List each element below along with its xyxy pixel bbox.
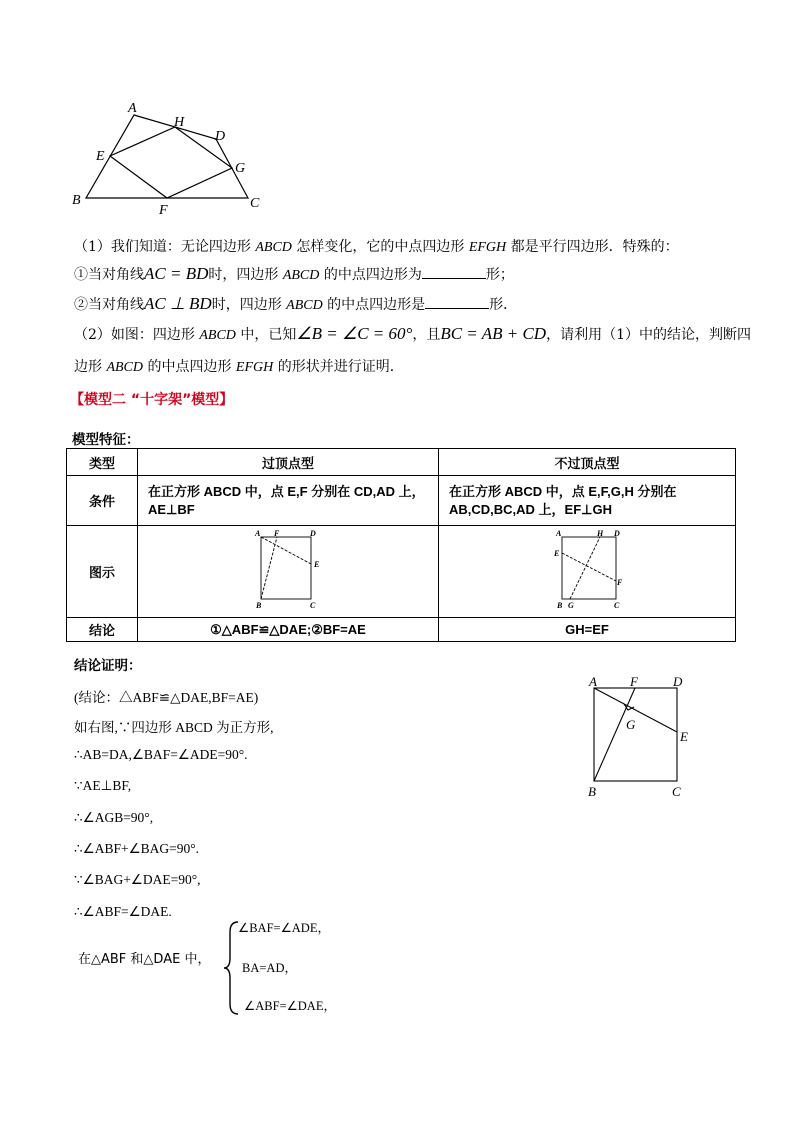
segment-ae xyxy=(594,688,677,732)
row-label-condition: 条件 xyxy=(67,476,138,526)
figure-quadrilateral xyxy=(66,98,276,218)
proof-line-2: 如右图,∵四边形 ABCD 为正方形, xyxy=(74,720,274,735)
q2-line2: 边形 ABCD 的中点四边形 EFGH 的形状并进行证明． xyxy=(74,359,404,375)
table-row-conclusion xyxy=(67,618,736,642)
model-title: 【模型二 “十字架”模型】 xyxy=(70,392,234,408)
label-A: A xyxy=(589,674,597,689)
figure-non-vertex-type xyxy=(542,529,632,611)
row-label-conclusion: 结论 xyxy=(67,618,138,642)
label-D: D xyxy=(215,129,226,144)
row-label-figure: 图示 xyxy=(67,526,138,618)
fig2-label-A: A xyxy=(556,529,562,538)
proof-title: 结论证明： xyxy=(74,658,142,674)
answer-blank-2[interactable] xyxy=(425,296,489,309)
fig2-label-F: F xyxy=(617,578,623,587)
figure-square-proof xyxy=(580,672,700,802)
proof-line-6: ∴∠ABF+∠BAG=90°. xyxy=(74,841,200,856)
figure-cell-non-vertex xyxy=(439,526,736,618)
label-G: G xyxy=(235,161,246,176)
segment-bf xyxy=(261,537,277,599)
fig2-label-C: C xyxy=(614,601,620,610)
header-non-vertex-type: 不过顶点型 xyxy=(439,449,736,476)
label-B: B xyxy=(72,193,81,208)
fig2-label-D: D xyxy=(614,529,620,538)
conclusion-vertex: ①△ABF≌△DAE;②BF=AE xyxy=(138,618,439,642)
triangle-intro: 在△ABF 和△DAE 中， xyxy=(78,952,211,967)
label-A: A xyxy=(128,101,137,116)
fig1-label-E: E xyxy=(314,560,320,569)
q1-intro: （1）我们知道：无论四边形 ABCD 怎样变化，它的中点四边形 EFGH 都是平行四边形．特殊的： xyxy=(74,239,679,255)
header-vertex-type: 过顶点型 xyxy=(138,449,439,476)
fig2-label-B: B xyxy=(557,601,563,610)
q1-item1: ①当对角线AC = BD时，四边形 ABCD 的中点四边形为 形； xyxy=(74,264,514,283)
model-table xyxy=(66,448,736,642)
quad-efgh xyxy=(110,127,232,198)
proof-line-1: (结论：△ABF≌△DAE,BF=AE) xyxy=(74,690,259,705)
proof-line-7: ∵∠BAG+∠DAE=90°, xyxy=(74,872,201,887)
label-H: H xyxy=(174,115,185,130)
label-E: E xyxy=(96,149,105,164)
condition-non-vertex: 在正方形 ABCD 中，点 E,F,G,H 分别在 AB,CD,BC,AD 上，EF⊥GH xyxy=(439,476,736,526)
answer-blank-1[interactable] xyxy=(422,266,486,279)
fig1-label-C: C xyxy=(310,601,316,610)
proof-line-4: ∵AE⊥BF, xyxy=(74,778,132,793)
square-abcd xyxy=(594,688,677,781)
segment-gh xyxy=(570,537,600,599)
system-line-2: BA=AD， xyxy=(242,961,297,975)
label-F: F xyxy=(159,203,168,218)
table-row-condition xyxy=(67,476,736,526)
system-line-1: ∠BAF=∠ADE， xyxy=(238,921,330,935)
table-row-figure xyxy=(67,526,736,618)
condition-vertex: 在正方形 ABCD 中，点 E,F 分别在 CD,AD 上，AE⊥BF xyxy=(138,476,439,526)
fig2-label-E: E xyxy=(554,549,560,558)
segment-ef xyxy=(562,553,616,581)
segment-ae xyxy=(261,537,311,564)
figure-cell-vertex xyxy=(138,526,439,618)
fig1-label-D: D xyxy=(310,529,316,538)
proof-line-5: ∴∠AGB=90°, xyxy=(74,810,154,825)
fig1-label-A: A xyxy=(255,529,261,538)
fig1-label-B: B xyxy=(256,601,262,610)
square xyxy=(562,537,616,599)
label-C: C xyxy=(672,784,681,799)
q1-item2: ②当对角线AC ⊥ BD时，四边形 ABCD 的中点四边形是 形． xyxy=(74,294,518,313)
fig1-label-F: F xyxy=(274,529,280,538)
conclusion-non-vertex: GH=EF xyxy=(439,618,736,642)
label-E: E xyxy=(680,729,688,744)
label-C: C xyxy=(250,196,260,211)
figure-vertex-type xyxy=(243,529,333,611)
label-G: G xyxy=(626,717,636,732)
fig2-label-G: G xyxy=(568,601,574,610)
q2-line1: （2）如图：四边形 ABCD 中，已知∠B = ∠C = 60°，且BC = AB + CD，请利用（1）中的结论，判断四 xyxy=(74,324,751,343)
label-B: B xyxy=(588,784,596,799)
header-type: 类型 xyxy=(67,449,138,476)
square xyxy=(261,537,311,599)
segment-bf xyxy=(594,688,635,781)
proof-line-8: ∴∠ABF=∠DAE. xyxy=(74,904,172,919)
label-F: F xyxy=(630,674,638,689)
label-D: D xyxy=(673,674,683,689)
fig2-label-H: H xyxy=(597,529,604,538)
proof-line-3: ∴AB=DA,∠BAF=∠ADE=90°. xyxy=(74,747,248,762)
system-line-3: ∠ABF=∠DAE， xyxy=(244,999,336,1013)
features-label: 模型特征： xyxy=(72,432,140,448)
table-header-row xyxy=(67,449,736,476)
